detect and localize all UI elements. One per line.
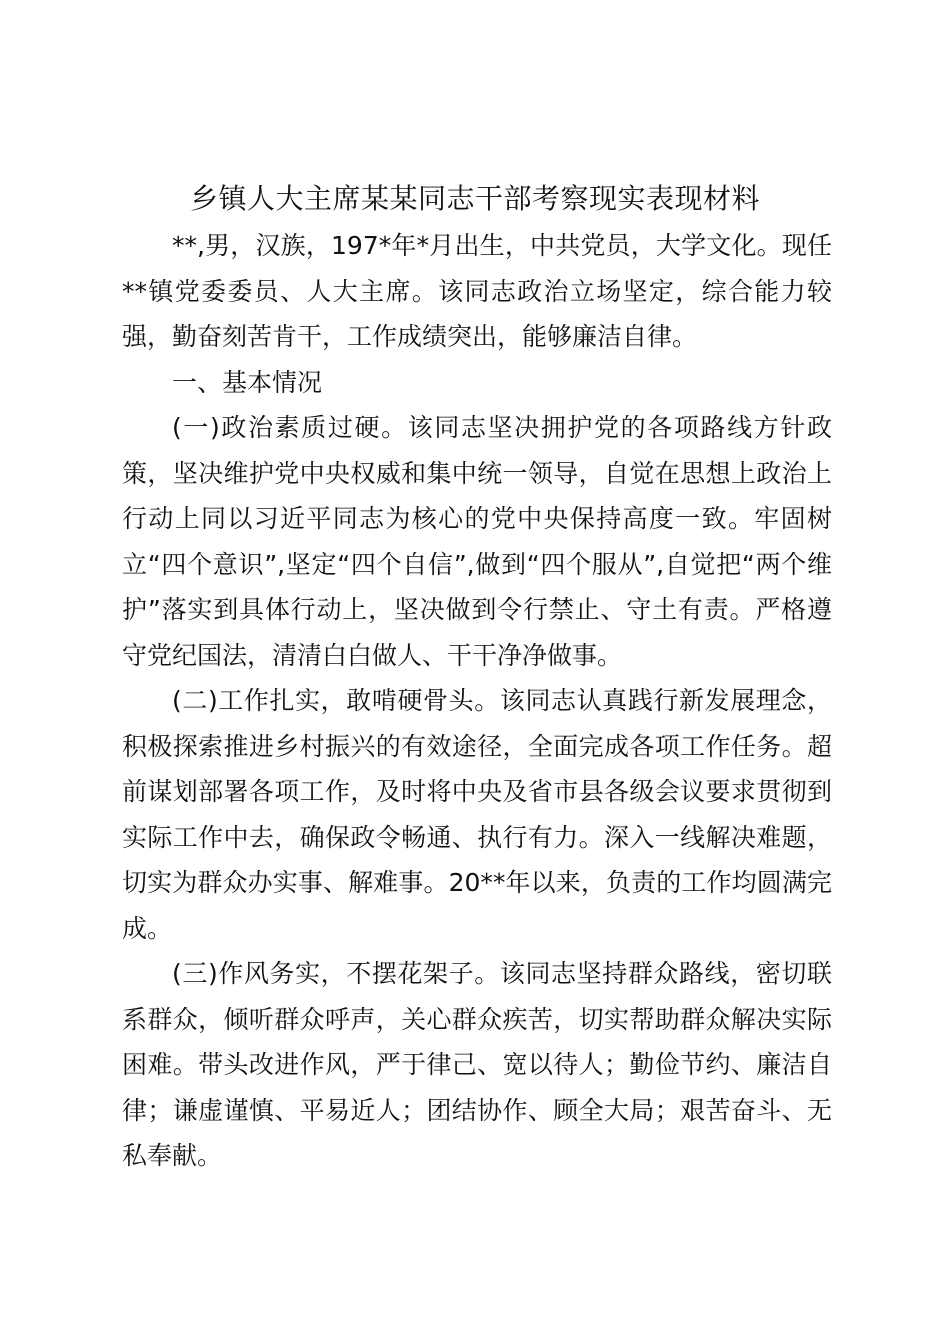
paragraph-political-quality: (一)政治素质过硬。该同志坚决拥护党的各项路线方针政策，坚决维护党中央权威和集中统一领导，自觉在思想上政治上行动上同以习近平同志为核心的党中央保持高度一致。牢固树立“四个意识”,坚定“四个自信”,做到“四个服从”,自觉把“两个维护”落实到具体行动上，坚决做到令行禁止、守土有责。严格遵守党纪国法，清清白白做人、干干净净做事。 <box>122 413 832 670</box>
section-heading-basic-info: 一、基本情况 <box>172 367 323 397</box>
paragraph-work-style: (三)作风务实，不摆花架子。该同志坚持群众路线，密切联系群众，倾听群众呼声，关心群众疾苦，切实帮助群众解决实际困难。带头改进作风，严于律己、宽以待人；勤俭节约、廉洁自律；谦虚谨慎、平易近人；团结协作、顾全大局；艰苦奋斗、无私奉献。 <box>122 959 832 1170</box>
document-title: 乡镇人大主席某某同志干部考察现实表现材料 <box>189 182 760 215</box>
document-body <box>122 223 832 1179</box>
intro-paragraph: **,男，汉族，197*年*月出生，中共党员，大学文化。现任**镇党委委员、人大主席。该同志政治立场坚定，综合能力较强，勤奋刻苦肯干，工作成绩突出，能够廉洁自律。 <box>122 231 832 351</box>
paragraph-work-solid: (二)工作扎实，敢啃硬骨头。该同志认真践行新发展理念，积极探索推进乡村振兴的有效途径，全面完成各项工作任务。超前谋划部署各项工作，及时将中央及省市县各级会议要求贯彻到实际工作中去，确保政令畅通、执行有力。深入一线解决难题，切实为群众办实事、解难事。20**年以来，负责的工作均圆满完成。 <box>122 686 832 943</box>
